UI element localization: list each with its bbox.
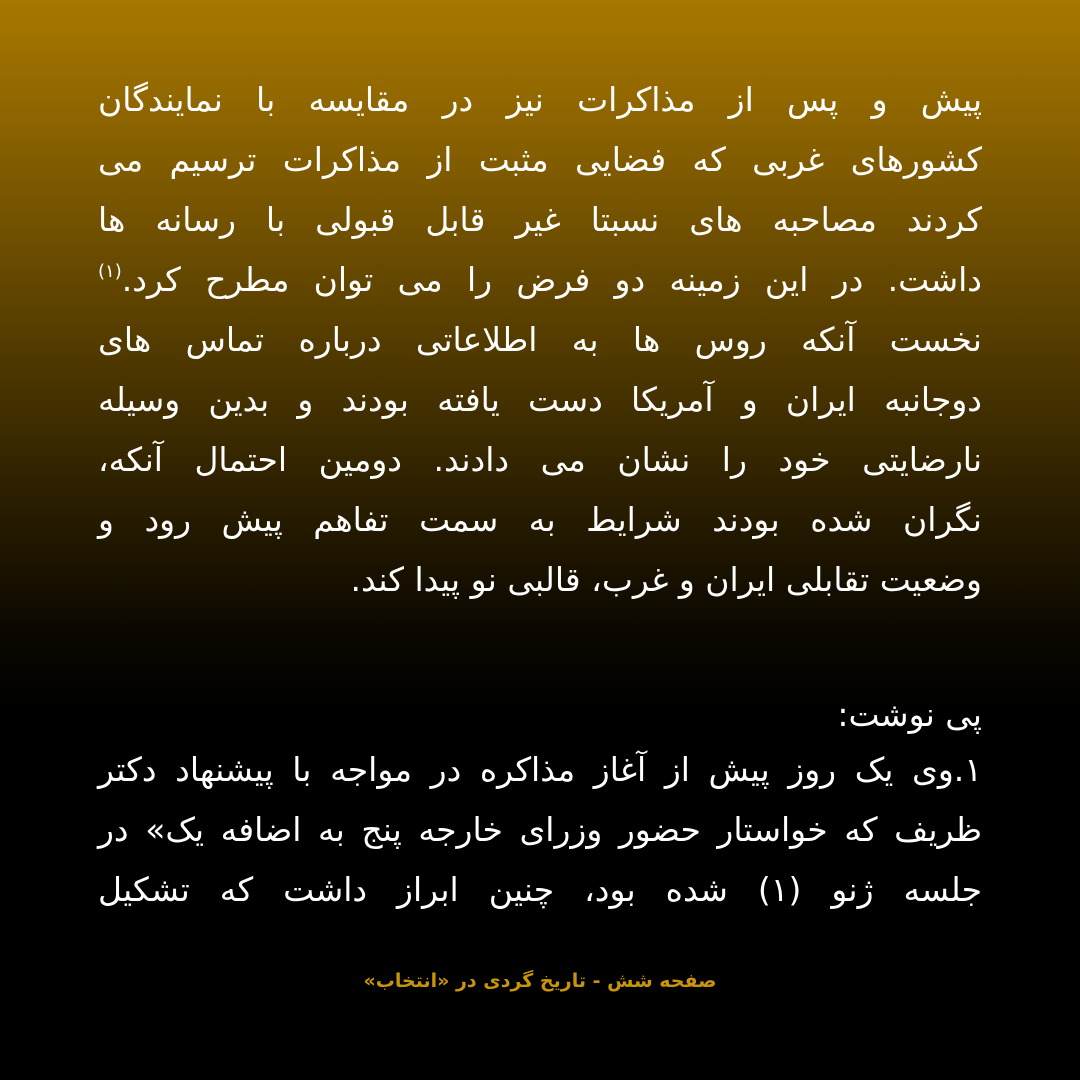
article-line: دوجانبه ایران و آمریکا دست یافته بودند و بدین وسیله xyxy=(98,380,982,419)
article-paragraph xyxy=(98,70,982,610)
note-line: ۱.وی یک روز پیش از آغاز مذاکره در مواجه با پیشنهاد دکتر xyxy=(98,750,982,789)
note-line: جلسه ژنو (۱) شده بود، چنین ابراز داشت که تشکیل xyxy=(98,870,982,909)
article-line: وضعیت تقابلی ایران و غرب، قالبی نو پیدا کند. xyxy=(350,560,982,599)
article-line: پیش و پس از مذاکرات نیز در مقایسه با نمایندگان xyxy=(98,80,982,119)
article-line-text: داشت. در این زمینه دو فرض را می توان مطرح کرد. xyxy=(121,260,982,299)
article-line: کشورهای غربی که فضایی مثبت از مذاکرات ترسیم می xyxy=(98,140,982,179)
footnote-marker: (۱) xyxy=(98,261,122,282)
notes-paragraph xyxy=(98,740,982,920)
note-line: ظریف که خواستار حضور وزرای خارجه پنج به اضافه یک» در xyxy=(98,810,982,849)
article-line: نگران شده بودند شرایط به سمت تفاهم پیش رود و xyxy=(98,500,982,539)
article-line: نخست آنکه روس ها به اطلاعاتی درباره تماس های xyxy=(98,320,982,359)
notes-heading-block xyxy=(98,685,982,745)
notes-heading: پی نوشت: xyxy=(837,695,982,734)
article-line-with-footnote xyxy=(98,250,982,310)
article-line: کردند مصاحبه های نسبتا غیر قابل قبولی با رسانه ها xyxy=(98,200,982,239)
page-footer: صفحه شش - تاریخ گردی در «انتخاب» xyxy=(363,970,717,992)
article-line: نارضایتی خود را نشان می دادند. دومین احتمال آنکه، xyxy=(98,440,982,479)
